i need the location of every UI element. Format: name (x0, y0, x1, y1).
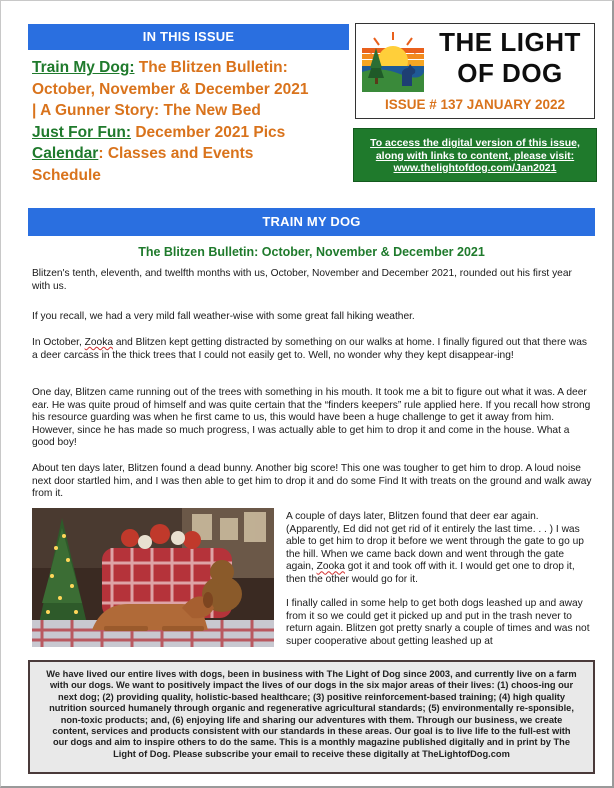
p3-name-zooka: Zooka (84, 337, 113, 348)
toc-line-1 (32, 57, 357, 79)
toc-category-separator: : (98, 145, 104, 162)
p6-text-b: got it and took off with it. I would get one to drop it, then the other would go for it. (286, 561, 575, 585)
toc-title-december-pics[interactable]: December 2021 Pics (135, 123, 286, 141)
toc-title-blitzen-bulletin[interactable]: The Blitzen Bulletin: (138, 59, 288, 76)
digital-version-box[interactable] (353, 128, 597, 182)
p3-text-b: and Blitzen kept getting distracted by something on our walks at home. I finally figured out that there was a deer carcass in the thick trees that I could not easily get to. Well, no wonder why they kept disappear-ing! (32, 337, 587, 361)
in-this-issue-banner: IN THIS ISSUE (28, 24, 349, 50)
masthead-title (426, 27, 594, 89)
masthead-title-line-2: OF DOG (457, 58, 563, 88)
toc-category-just-for-fun[interactable]: Just For Fun: (32, 123, 132, 141)
masthead-title-line-1: THE LIGHT (439, 27, 581, 57)
toc-line-5 (32, 143, 357, 165)
paragraph-7: I finally called in some help to get both dogs leashed up and away from it so we could get it picked up and put in the trash never to return again. Blitzen got pretty snarly a couple of times and was not super cooperative about getting leashed up at (286, 598, 590, 647)
toc-category-calendar[interactable]: Calendar (32, 145, 99, 162)
about-us-box: We have lived our entire lives with dogs, been in business with The Light of Dog since 2003, and currently live on a farm with our dogs. We want to positively impact the lives of our dogs in the six major areas of their lives: (1) choos-ing our next dog; (2) providing quality, holistic-based healthcare; (3) positive reinforcement-based training; (4) high quality nutrition sourced humanely through organic and regenerative agricultural standards; (5) environmentally re-sponsible, non-toxic products; and, (6) enjoying life and sharing our adventures with them. Through our business, we create content, services and products consistent with our standards in these areas. Our goal is to live life to the full-est with our dogs and aim to inspire others to do the same. This is a monthly magazine published digitally and in print by The Light of Dog. Please subscribe your email to receive these digitally at TheLightofDog.com (28, 660, 595, 774)
issue-number: ISSUE # 137 JANUARY 2022 (384, 97, 566, 112)
digital-url-link[interactable]: www.thelightofdog.com/Jan2021 (393, 162, 557, 174)
article-title: The Blitzen Bulletin: October, November & December 2021 (138, 245, 485, 259)
toc-line-3[interactable]: | A Gunner Story: The New Bed (32, 102, 261, 119)
paragraph-6 (286, 511, 592, 587)
paragraph-5: About ten days later, Blitzen found a dead bunny. Another big score! This one was tougher to get him to drop. A loud noise next door startled him, and I was then able to get him to drop it and do some Find It with treats on the ground and walk away from it. (32, 463, 592, 500)
toc-line-6[interactable]: Schedule (32, 166, 101, 184)
train-my-dog-banner: TRAIN MY DOG (28, 208, 595, 236)
table-of-contents (32, 57, 357, 186)
p6-name-zooka: Zooka (316, 561, 345, 573)
toc-category-train-my-dog[interactable]: Train My Dog: (32, 59, 135, 76)
sunrise-tree-dog-logo-icon (360, 28, 426, 94)
p3-text-a: In October, (32, 337, 85, 348)
masthead (355, 23, 595, 119)
paragraph-2: If you recall, we had a very mild fall weather-wise with some great fall hiking weather. (32, 311, 415, 322)
p6-text-a: A couple of days later, Blitzen found that deer ear again. (Apparently, Ed did not get rid of it entirely the last time. . . ) I was able to get him to drop it before we went through the gate to go up the hill. When we came back down and went through the gate again, (286, 511, 584, 573)
toc-line-4 (32, 122, 357, 144)
paragraph-3 (32, 337, 592, 362)
digital-line-2: along with links to content, please visit: (375, 149, 575, 162)
toc-title-classes-events[interactable]: Classes and Events (107, 145, 254, 162)
paragraph-4: One day, Blitzen came running out of the trees with something in his mouth. It took me a bit to figure out what it was. A deer ear. He was quite proud of himself and was quite certain that the “finders keepers” rule applied here. If you recall how strong his resource guarding was when he first came to us, this would have been a huge challenge to get it away from him. However, since he has made so much progress, I was actually able to get him to drop it and come in the house. What a good boy! (32, 387, 591, 449)
dog-christmas-photo (32, 508, 274, 647)
paragraph-1: Blitzen's tenth, eleventh, and twelfth months with us, October, November and December 2021, rounded out his first year with us. (32, 268, 572, 292)
digital-line-1: To access the digital version of this issue, (370, 137, 580, 149)
toc-line-2[interactable]: October, November & December 2021 (32, 80, 309, 98)
